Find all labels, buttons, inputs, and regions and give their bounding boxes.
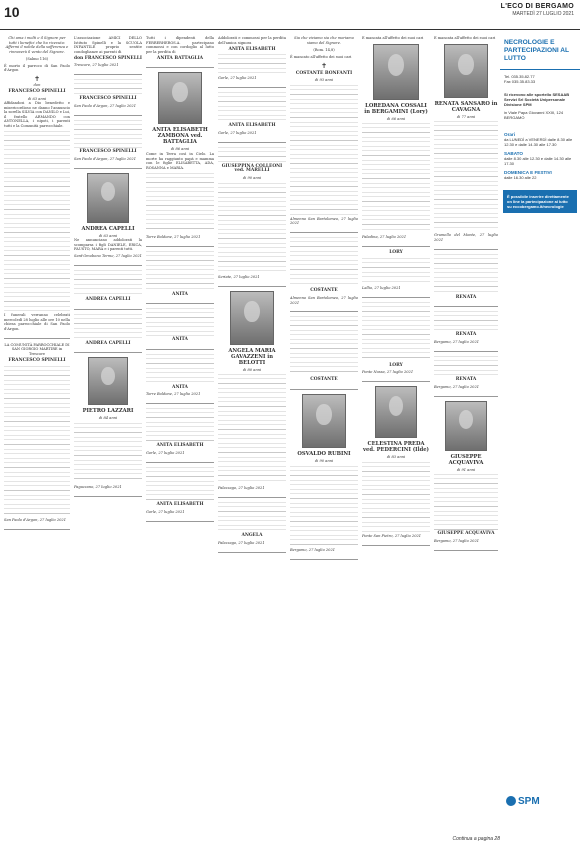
obituary-notice (146, 354, 214, 405)
spm-logo-icon (506, 796, 516, 806)
obituary-notice (434, 36, 498, 250)
deceased-name: GIUSEPPE ACQUAVIVA (448, 453, 484, 466)
agency-address: in Viale Papa Giovanni XXIII, 124 BERGAMO (504, 110, 564, 120)
deceased-name: ANITA ELISABETH (228, 46, 276, 52)
deceased-name: ANGELA (241, 533, 263, 539)
notice-date: Lallio, 27 luglio 2021 (362, 285, 401, 290)
notice-date: Palazzago, 27 luglio 2021 (218, 540, 265, 545)
obituary-notice (74, 120, 142, 169)
obituary-notice (362, 251, 430, 298)
text-block (362, 302, 430, 362)
text-block (434, 121, 498, 231)
obituary-column-6 (362, 36, 430, 836)
deceased-photo (302, 394, 346, 448)
obituary-notice (290, 316, 358, 390)
obituary-column-2 (74, 36, 142, 836)
obituary-notice (218, 291, 286, 499)
deceased-name: ANITA ELISABETH ZAMBONA ved. BATTAGLIA (152, 127, 208, 146)
deceased-title: don (33, 83, 41, 88)
obituary-notice (146, 36, 214, 68)
deceased-photo (445, 401, 487, 451)
deceased-name: ANITA (172, 337, 188, 343)
text-block (218, 147, 286, 163)
text-block (290, 85, 358, 215)
text-block (218, 183, 286, 273)
text-block (434, 254, 498, 294)
cross-icon: ✝ (34, 75, 40, 84)
deceased-name: CELESTINA PREDA ved. PEDERCINI (Ilde) (363, 441, 429, 454)
notice-intro: È mancata all'affetto dei suoi cari (434, 36, 496, 40)
notice-date: Gorle, 27 luglio 2021 (218, 130, 257, 135)
text-block (290, 466, 358, 546)
deceased-name: LORY (389, 362, 403, 368)
fax-number: Fax 035.35.83.33 (504, 79, 536, 84)
deceased-photo (444, 44, 488, 98)
notice-date: Ponte San Pietro, 27 luglio 2021 (362, 533, 422, 538)
deceased-age: di 93 anni (314, 78, 334, 83)
quote-reference: (Salmo 116) (25, 56, 49, 61)
deceased-age: di 84 anni (98, 416, 118, 421)
deceased-name: FRANCESCO SPINELLI (8, 358, 66, 363)
deceased-age: di 80 anni (242, 367, 262, 372)
phone-number: Tel. 035.35.82.77 (504, 74, 535, 79)
deceased-age: di 91 anni (456, 467, 476, 472)
deceased-name: PIETRO LAZZARI (82, 408, 134, 415)
deceased-name: RENATA (455, 294, 477, 300)
deceased-photo (230, 291, 274, 345)
obituary-notice (290, 394, 358, 560)
hours-label: Orari (504, 132, 515, 137)
notice-text: Addolorati e commossi per la perdita dell'amica signora (218, 36, 286, 45)
hours-sunday: dalle 16.30 alle 22 (504, 175, 537, 180)
spm-logo-text: SPM (518, 796, 540, 807)
notice-date: Torre Boldone, 27 luglio 2021 (146, 234, 201, 239)
notice-date: Gorle, 27 luglio 2021 (218, 76, 257, 81)
deceased-name: ANGELA MARIA GAVAZZENI in BELOTTI (228, 347, 276, 366)
notice-date: San Paolo d'Argon, 27 luglio 2021 (74, 156, 136, 161)
text-block (74, 423, 142, 483)
deceased-name: ANITA ELISABETH (156, 502, 204, 508)
quote-reference: (Rom. 14,8) (313, 47, 335, 52)
notice-date: Paladina, 27 luglio 2021 (362, 235, 407, 240)
notice-date: Trescore, 27 luglio 2021 (74, 63, 119, 68)
text-block (146, 173, 214, 233)
obituary-notice (362, 386, 430, 546)
deceased-age: di 66 anni (386, 116, 406, 121)
notice-date: San Paolo d'Argon, 27 luglio 2021 (74, 103, 136, 108)
deceased-name: RENATA (455, 376, 477, 382)
hours-sunday-label: DOMENICA E FESTIVI (504, 170, 552, 175)
deceased-name: ANDREA CAPELLI (85, 297, 131, 303)
notice-intro: È mancata all'affetto dei suoi cari (362, 36, 424, 40)
obituary-notice (74, 173, 142, 267)
obituary-notice (146, 308, 214, 350)
deceased-name: FRANCESCO SPINELLI (79, 96, 137, 102)
page-number: 10 (4, 4, 20, 20)
notice-date: Almenno San Bartolomeo, 27 luglio 2021 (290, 216, 358, 226)
cross-icon: ✝ (321, 61, 327, 70)
notice-intro: È mancato all'affetto dei suoi cari (290, 54, 352, 59)
deceased-name: COSTANTE BONFANTI (295, 70, 353, 76)
obituary-notice (146, 467, 214, 522)
text-block (434, 311, 498, 331)
notice-date: Grumello del Monte, 27 luglio 2021 (434, 233, 498, 242)
text-block (290, 237, 358, 287)
deceased-age: di 63 anni (98, 233, 118, 238)
text-block (218, 502, 286, 532)
obituary-notice (434, 311, 498, 352)
bible-quote: Sia che viviamo sia che moriamo siamo del Signore. (294, 36, 354, 45)
issue-date: MARTEDÌ 27 LUGLIO 2021 (512, 11, 574, 17)
notice-date: Gorle, 27 luglio 2021 (146, 509, 185, 514)
text-block (434, 356, 498, 376)
community-name: LA COMUNITÀ PARROCCHIALE DI SAN GIORGIO MARTIRE in Trescore (4, 342, 70, 357)
notice-date: Ponte Nossa, 27 luglio 2021 (362, 370, 414, 375)
agency-block (500, 88, 580, 124)
obituary-column-5 (290, 36, 358, 836)
deceased-age: di 90 anni (314, 459, 334, 464)
newspaper-name: L'ECO DI BERGAMO (500, 3, 574, 10)
obituary-notice (74, 357, 142, 497)
text-block (362, 258, 430, 284)
info-sidebar (500, 36, 580, 849)
obituary-notice (74, 314, 142, 354)
deceased-photo (375, 386, 417, 438)
notice-date: Bergamo, 27 luglio 2021 (434, 384, 480, 389)
deceased-name: ANDREA CAPELLI (85, 340, 131, 346)
contact-block (500, 70, 580, 88)
hours-block (500, 124, 580, 184)
deceased-name: ANITA (172, 384, 188, 390)
obituary-notice (434, 254, 498, 308)
text-block (362, 462, 430, 532)
notice-text: L'associazione AMICI DELLO Istituto Spinelli e la SCUOLA INFANTILE proprio sentite condoglianze ai parenti di (74, 36, 142, 54)
deceased-name: ANITA ELISABETH (156, 443, 204, 449)
obituary-notice (290, 237, 358, 312)
deceased-name: don FRANCESCO SPINELLI (74, 55, 142, 61)
page-header (0, 0, 580, 30)
obituary-column-1 (4, 36, 70, 836)
obituary-column-7 (434, 36, 498, 832)
text-block (4, 131, 70, 311)
notice-body: Ne annunciano addolorati la scomparsa i figli DANIELE, ERICA, FAUSTO, MARA e i parenti tutti. (74, 238, 142, 252)
text-block (74, 120, 142, 148)
text-block (146, 251, 214, 291)
obituary-notice (74, 79, 142, 116)
deceased-name: COSTANTE (310, 288, 338, 294)
obituary-notice (4, 36, 70, 339)
agency-text: Si ricevono alle sportello SESAAB Servizi Srl Società Unipersonale Divisione SPM (504, 92, 570, 107)
text-block (146, 408, 214, 442)
obituary-notice (218, 36, 286, 88)
deceased-age: di 86 anni (170, 147, 190, 152)
continued-note: Continua a pagina 28 (452, 836, 500, 842)
notice-date: Torre Boldone, 27 luglio 2021 (146, 392, 201, 397)
deceased-name: RENATA SANSARO in CAVAGNA (434, 100, 498, 113)
text-block (218, 374, 286, 484)
deceased-name: FRANCESCO SPINELLI (79, 148, 137, 154)
hours-saturday-label: SABATO (504, 151, 523, 156)
deceased-name: RENATA (455, 332, 477, 338)
deceased-name: GIUSEPPE ACQUAVIVA (437, 531, 495, 537)
text-block (74, 314, 142, 340)
deceased-name: GIUSEPPINA COLLEONI ved. MARELLI (221, 163, 283, 174)
notice-date: Bergamo, 27 luglio 2021 (434, 538, 480, 543)
obituary-notice (146, 251, 214, 305)
text-block (146, 308, 214, 336)
deceased-name: OSVALDO RUBINI (297, 451, 351, 458)
deceased-photo (158, 72, 202, 124)
obituary-notice (434, 401, 498, 551)
notice-date: Bergamo, 27 luglio 2021 (290, 547, 336, 552)
text-block (4, 366, 70, 516)
obituary-notice (74, 36, 142, 75)
deceased-name: ANITA BATTAGLIA (156, 55, 204, 61)
obituary-notice (218, 502, 286, 553)
deceased-age: di 83 anni (386, 455, 406, 460)
notice-date: Pagazzano, 27 luglio 2021 (74, 485, 122, 490)
deceased-age: di 77 anni (456, 114, 476, 119)
online-submission-note: È possibile inserire direttamente on line la partecipazione al lutto su eccobergamo.it/necrologie (503, 190, 577, 213)
obituary-notice (290, 36, 358, 233)
text-block (146, 467, 214, 501)
obituary-notice (146, 72, 214, 246)
deceased-photo (373, 44, 419, 100)
bible-quote: Chi ama i molti e il Signore per tutti i benefici che ha ricevuto: Affermi il nobile della sofferenza e rinnoverà il vento del Signore. (5, 36, 69, 54)
deceased-photo (87, 173, 129, 223)
text-block (146, 354, 214, 384)
obituary-column-3 (146, 36, 214, 836)
obituary-notice (74, 270, 142, 310)
hours-saturday: dalle 8.30 alle 12.30 e dalle 14.30 alle 17.30 (504, 156, 572, 166)
text-block (434, 474, 498, 530)
notice-intro: È morto il parroco di San Paolo d'Argon (4, 63, 70, 73)
obituary-column-4 (218, 36, 286, 836)
deceased-name: ANITA ELISABETH (228, 123, 276, 129)
text-block (74, 79, 142, 95)
obituary-notice (218, 92, 286, 143)
obituary-notice (434, 356, 498, 397)
spm-logo (506, 796, 540, 807)
deceased-name: COSTANTE (310, 377, 338, 383)
text-block (218, 92, 286, 122)
obituary-notice (218, 147, 286, 287)
notice-body: Come in Terra così in Cielo. La morte ha raggiunto papà e mamma con le figlie ELISABETTA, ADA, ROSANNA e MARIA. (146, 151, 214, 170)
deceased-name: ANITA (172, 291, 188, 297)
notice-date: Almenno San Bartolomeo, 27 luglio 2021 (290, 295, 358, 305)
text-block (74, 270, 142, 296)
text-block (218, 54, 286, 74)
notice-date: Sant'Omobono Terme, 27 luglio 2021 (74, 254, 142, 259)
deceased-name: LOREDANA COSSALI in BERGAMINI (Lory) (364, 102, 428, 115)
notice-date: Seriate, 27 luglio 2021 (218, 274, 260, 279)
deceased-age: di 90 anni (242, 175, 262, 180)
notice-date: Gorle, 27 luglio 2021 (146, 451, 185, 456)
notice-date: San Paolo d'Argon, 27 luglio 2021 (4, 517, 66, 522)
deceased-name: ANDREA CAPELLI (81, 225, 135, 232)
obituary-notice (146, 408, 214, 463)
deceased-name: LORY (389, 250, 403, 256)
deceased-photo (88, 357, 128, 405)
deceased-age: di 63 anni (27, 96, 47, 101)
section-title: NECROLOGIE E PARTECIPAZIONI AL LUTTO (500, 36, 580, 70)
hours-weekdays: da LUNEDÌ a VENERDÌ dalle 8.30 alle 12.30 e dalle 14.30 alle 17.30 (504, 137, 573, 147)
text-block (362, 123, 430, 233)
notice-text: Tutti i dipendenti della FERRERHEROS.A. partecipano commossi e con cordoglio al lutto per la perdita di (146, 36, 214, 54)
obituary-notice (362, 36, 430, 247)
obituary-notice (362, 302, 430, 383)
deceased-name: FRANCESCO SPINELLI (8, 88, 66, 94)
notice-date: Palazzago, 27 luglio 2021 (218, 486, 265, 491)
notice-body: Affidandosi a Dio benedetto e misericordioso ne danno l'annuncio la sorella SILVIA con DANILO e Lui, il fratello ARMANDO con ANTONELLA, i nipoti, i parenti tutti e la Comunità parrocchiale. (4, 101, 70, 129)
obituary-notice (4, 343, 70, 530)
notice-date: Bergamo, 27 luglio 2021 (434, 339, 480, 344)
text-block (290, 316, 358, 376)
funeral-note: I funerali verranno celebrati mercoledì 28 luglio alle ore 10 nella chiesa parrocchiale di San Paolo d'Argon. (4, 313, 70, 331)
